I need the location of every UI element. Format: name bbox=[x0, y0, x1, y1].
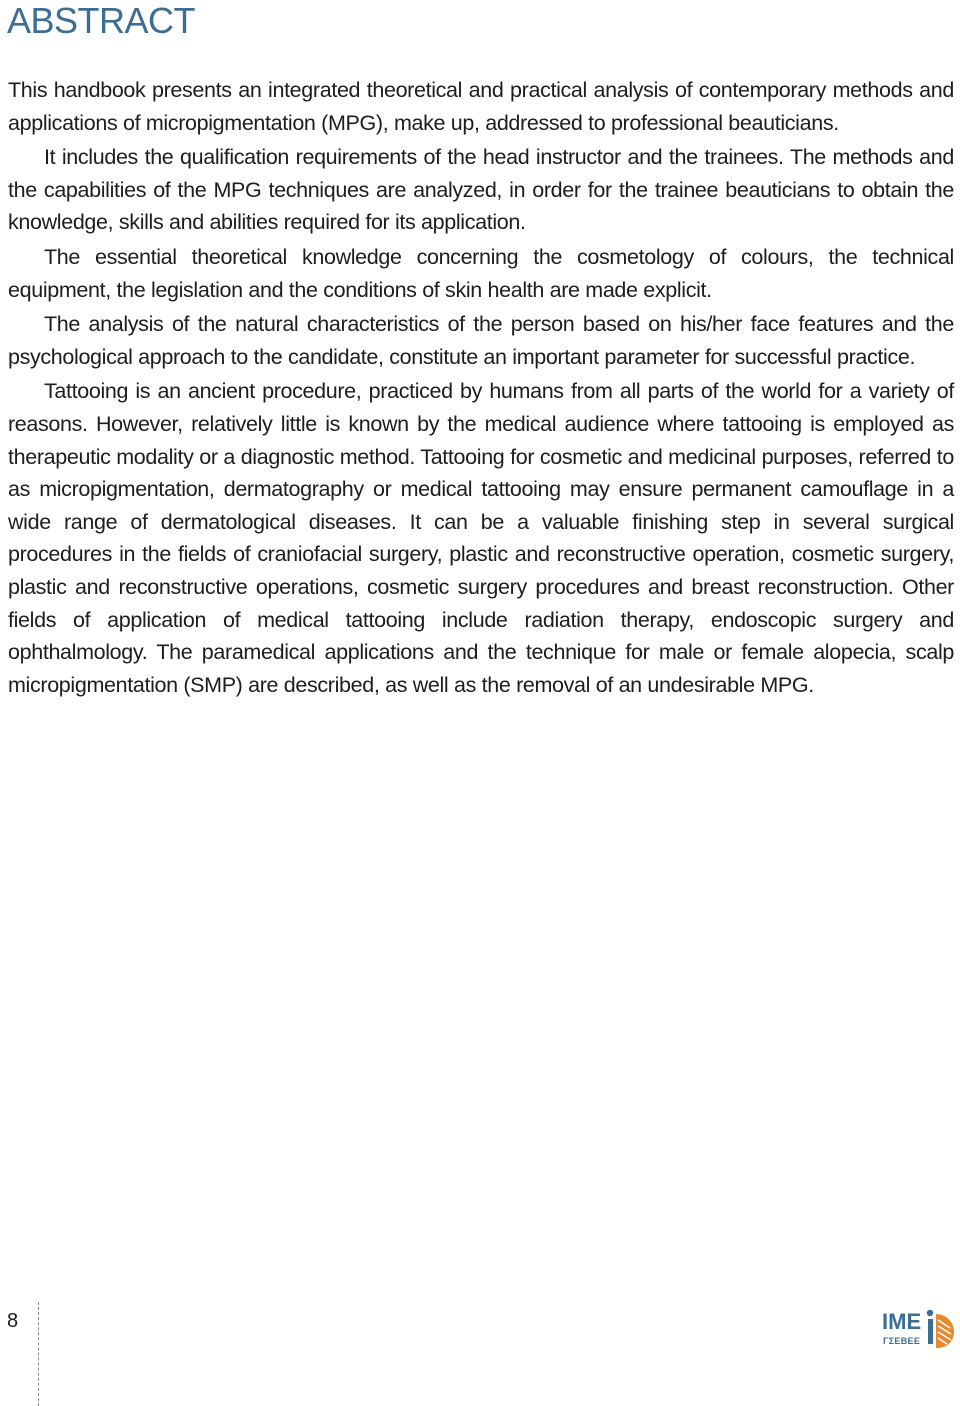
footer-divider bbox=[38, 1302, 39, 1406]
abstract-paragraph: Tattooing is an ancient procedure, practiced by humans from all parts of the world for a variety of reasons. However, relatively little is known by the medical audience where tattooing is employed as therapeutic modality or a diagnostic method. Tattooing for cosmetic and medicinal purposes, referred to as micropigmentation, dermatography or medical tattooing may ensure permanent camouflage in a wide range of dermatological diseases. It can be a valuable finishing step in several surgical procedures in the fields of craniofacial surgery, plastic and reconstructive operation, cosmetic surgery, plastic and reconstructive operations, cosmetic surgery procedures and breast reconstruction. Other fields of application of medical tattooing include radiation therapy, endoscopic surgery and ophthalmology. The paramedical applications and the technique for male or female alopecia, scalp micropigmentation (SMP) are described, as well as the removal of an undesirable MPG. bbox=[8, 379, 954, 697]
logo-name: IME bbox=[882, 1309, 922, 1334]
abstract-body bbox=[8, 74, 954, 703]
page-title: ABSTRACT bbox=[7, 0, 196, 41]
ime-logo-mark-icon bbox=[924, 1308, 956, 1350]
abstract-paragraph: It includes the qualification requirements of the head instructor and the trainees. The methods and the capabilities of the MPG techniques are analyzed, in order for the trainee beauticians to obtain the knowledge, skills and abilities required for its application. bbox=[8, 145, 954, 235]
abstract-paragraph: The essential theoretical knowledge concerning the cosmetology of colours, the technical equipment, the legislation and the conditions of skin health are made explicit. bbox=[8, 244, 954, 302]
logo-subtitle: ΓΣΕΒΕΕ bbox=[883, 1336, 921, 1346]
page-number: 8 bbox=[7, 1310, 19, 1332]
abstract-paragraph: This handbook presents an integrated theoretical and practical analysis of contemporary methods and applications of micropigmentation (MPG), make up, addressed to professional beauticians. bbox=[8, 78, 954, 135]
publisher-logo bbox=[880, 1308, 956, 1352]
abstract-paragraph: The analysis of the natural characteristics of the person based on his/her face features and the psychological approach to the candidate, constitute an important parameter for successful practice. bbox=[8, 312, 954, 369]
